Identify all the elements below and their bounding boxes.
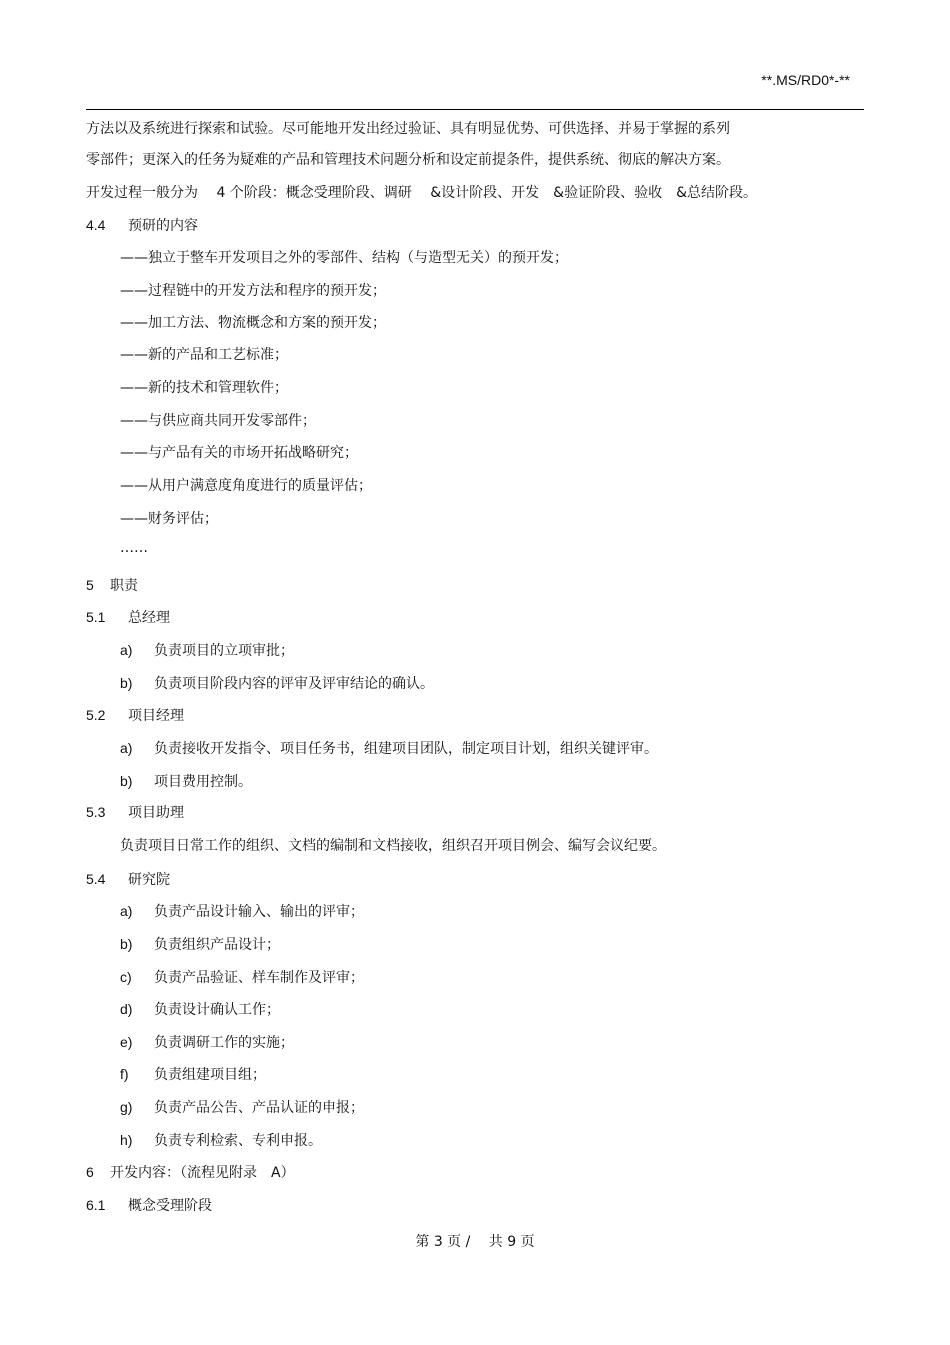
section-number: 6: [86, 1164, 94, 1180]
intro-line-3: 开发过程一般分为 4 个阶段：概念受理阶段、调研 &设计阶段、开发 &验证阶段、验收 &总结阶段。: [86, 185, 758, 201]
item-text: 负责产品公告、产品认证的申报；: [154, 1100, 364, 1116]
list-item: ——从用户满意度角度进行的质量评估；: [120, 478, 372, 494]
list-item: [120, 771, 252, 792]
item-text: 负责产品设计输入、输出的评审；: [154, 904, 364, 920]
item-text: 负责组建项目组；: [154, 1067, 266, 1083]
list-item: [120, 901, 364, 922]
item-label: a): [120, 903, 133, 919]
item-text: 负责设计确认工作；: [154, 1002, 280, 1018]
item-label: c): [120, 969, 132, 985]
section-title: 职责: [110, 578, 138, 594]
list-item: [120, 1032, 294, 1053]
item-text: 负责调研工作的实施；: [154, 1035, 294, 1051]
section-number: 6.1: [86, 1197, 106, 1213]
item-label: g): [120, 1099, 133, 1115]
list-item: ——与产品有关的市场开拓战略研究；: [120, 445, 358, 461]
section-5-2-heading: [86, 705, 184, 726]
list-item: ——加工方法、物流概念和方案的预开发；: [120, 315, 386, 331]
list-item: ——与供应商共同开发零部件；: [120, 413, 316, 429]
list-item: ——过程链中的开发方法和程序的预开发；: [120, 283, 386, 299]
section-number: 5: [86, 577, 94, 593]
item-label: a): [120, 642, 133, 658]
list-item: [120, 1130, 322, 1151]
item-text: 负责专利检索、专利申报。: [154, 1133, 322, 1149]
section-number: 5.2: [86, 707, 106, 723]
item-text: 负责接收开发指令、项目任务书，组建项目团队，制定项目计划，组织关键评审。: [154, 741, 658, 757]
item-text: 项目费用控制。: [154, 774, 252, 790]
intro-line-2: 零部件；更深入的任务为疑难的产品和管理技术问题分析和设定前提条件，提供系统、彻底的解决方案。: [86, 152, 730, 168]
list-item: [120, 967, 364, 988]
section-title: 项目经理: [128, 708, 184, 724]
section-5-heading: [86, 575, 138, 596]
item-label: f): [120, 1066, 129, 1082]
section-6-1-heading: [86, 1195, 212, 1216]
list-item: ——财务评估；: [120, 511, 218, 527]
list-item: [120, 1064, 266, 1085]
section-5-4-heading: [86, 869, 170, 890]
section-number: 5.3: [86, 804, 106, 820]
list-item: ——独立于整车开发项目之外的零部件、结构（与造型无关）的预开发；: [120, 250, 568, 266]
list-item: ——新的产品和工艺标准；: [120, 347, 288, 363]
list-item: ——新的技术和管理软件；: [120, 380, 288, 396]
item-text: 负责项目的立项审批；: [154, 643, 294, 659]
section-number: 4.4: [86, 217, 106, 233]
list-item: [120, 640, 294, 661]
list-item: [120, 738, 658, 759]
section-4-4-heading: [86, 215, 198, 236]
list-item: [120, 934, 280, 955]
item-label: b): [120, 773, 133, 789]
item-label: b): [120, 936, 133, 952]
item-label: a): [120, 740, 133, 756]
header-divider: [86, 109, 864, 110]
item-text: 负责组织产品设计；: [154, 937, 280, 953]
document-code: **.MS/RD0*-**: [761, 72, 850, 88]
section-number: 5.1: [86, 609, 106, 625]
list-item: [120, 673, 434, 694]
item-text: 负责产品验证、样车制作及评审；: [154, 970, 364, 986]
section-title: 开发内容：（流程见附录 A）: [110, 1165, 295, 1181]
section-title: 项目助理: [128, 805, 184, 821]
page-number: 第 3 页 / 共 9 页: [415, 1234, 535, 1250]
item-label: h): [120, 1132, 133, 1148]
list-item: [120, 999, 280, 1020]
item-label: e): [120, 1034, 133, 1050]
intro-line-1: 方法以及系统进行探索和试验。尽可能地开发出经过验证、具有明显优势、可供选择、并易于掌握的系列: [86, 121, 730, 137]
section-5-3-body: 负责项目日常工作的组织、文档的编制和文档接收，组织召开项目例会、编写会议纪要。: [120, 838, 666, 854]
section-title: 概念受理阶段: [128, 1198, 212, 1214]
section-title: 预研的内容: [128, 218, 198, 234]
section-5-3-heading: [86, 802, 184, 823]
item-label: b): [120, 675, 133, 691]
item-label: d): [120, 1001, 133, 1017]
section-6-heading: [86, 1162, 295, 1183]
section-title: 研究院: [128, 872, 170, 888]
list-ellipsis: ……: [120, 540, 148, 556]
section-5-1-heading: [86, 607, 170, 628]
section-title: 总经理: [128, 610, 170, 626]
section-number: 5.4: [86, 871, 106, 887]
list-item: [120, 1097, 364, 1118]
item-text: 负责项目阶段内容的评审及评审结论的确认。: [154, 676, 434, 692]
